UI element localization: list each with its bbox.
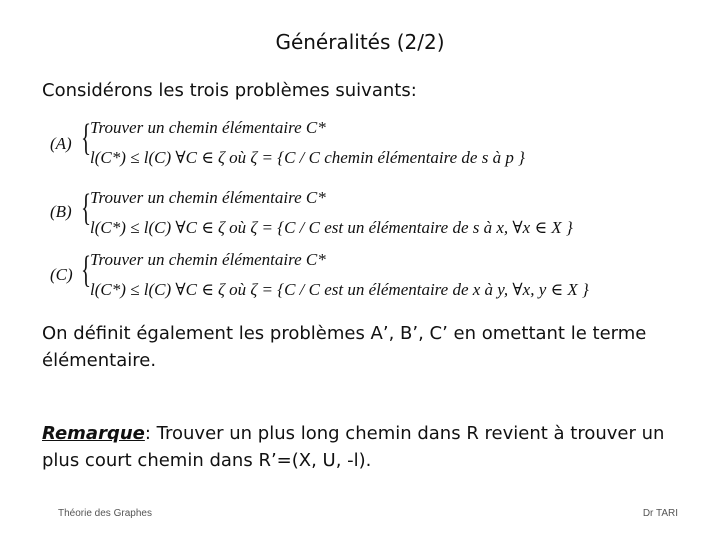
remark-text: : Trouver un plus long chemin dans R revient à trouver un plus court chemin dans R’=(X, U, -l).: [42, 423, 665, 471]
problem-condition: l(C*) ≤ l(C) ∀C ∈ ζ où ζ = {C / C chemin élémentaire de s à p }: [90, 148, 525, 167]
brace-icon: {: [81, 249, 92, 291]
problem-label: (B): [50, 202, 72, 221]
problem-statement: Trouver un chemin élémentaire C*: [90, 188, 326, 207]
intro-text: Considérons les trois problèmes suivants:: [42, 80, 417, 101]
problem-condition: l(C*) ≤ l(C) ∀C ∈ ζ où ζ = {C / C est un élémentaire de s à x, ∀x ∈ X }: [90, 218, 573, 237]
definition-paragraph: On définit également les problèmes A’, B’, C’ en omettant le terme élémentaire.: [42, 323, 647, 371]
problem-condition: l(C*) ≤ l(C) ∀C ∈ ζ où ζ = {C / C est un élémentaire de x à y, ∀x, y ∈ X }: [90, 280, 589, 299]
brace-icon: {: [81, 117, 92, 159]
problem-label: (C): [50, 265, 73, 284]
problem-label: (A): [50, 134, 72, 153]
problem-statement: Trouver un chemin élémentaire C*: [90, 250, 326, 269]
footer-course: Théorie des Graphes: [58, 508, 152, 519]
slide-title: Généralités (2/2): [275, 30, 445, 54]
remark-label: Remarque: [42, 423, 145, 444]
problem-statement: Trouver un chemin élémentaire C*: [90, 118, 326, 137]
footer-author: Dr TARI: [642, 508, 678, 519]
brace-icon: {: [81, 187, 92, 229]
remark-paragraph: [42, 420, 682, 474]
